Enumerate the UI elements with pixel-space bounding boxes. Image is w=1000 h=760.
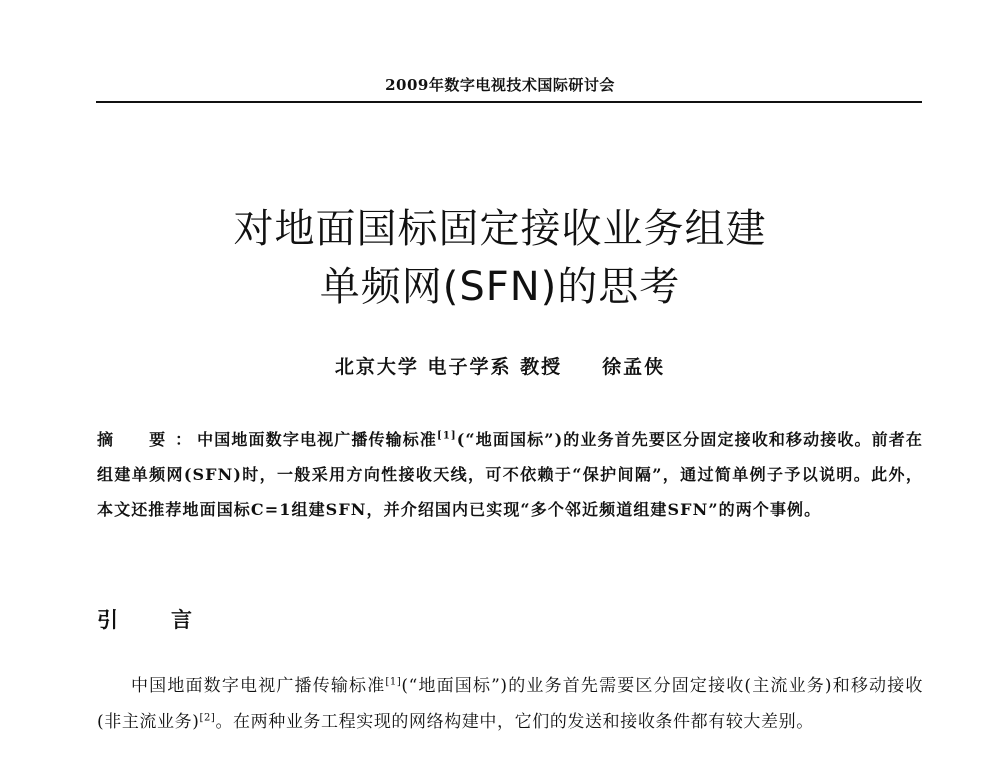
abstract-text-2: (“地面国标”)的业务首先要区分固定接收和移动接收。前者在组建单频网(SFN)时，一般采用方向性接收天线，可不依赖于“保护间隔”，通过简单例子予以说明。此外，本文还推荐地面国标C=1组建SFN，并介绍国内已实现“多个邻近频道组建SFN”的两个事例。 [97,430,923,519]
author-affiliation: 北京大学 电子学系 教授 [334,356,563,378]
body-text-3: 。在两种业务工程实现的网络构建中，它们的发送和接收条件都有较大差别。 [215,712,814,732]
body-citation-1: [1] [385,676,402,688]
author-line [0,352,1000,379]
abstract [97,422,923,527]
running-header: 2009年数字电视技术国际研讨会 [385,76,615,94]
body-text-1: 中国地面数字电视广播传输标准 [131,676,386,696]
body-text-2: (“地面国标”)的业务首先需要区分固定接收(主流业务)和移动接收(非主流业务) [97,676,923,732]
abstract-citation-1: [1] [437,430,457,442]
introduction-paragraph [97,668,923,740]
abstract-text-1: 中国地面数字电视广播传输标准 [197,430,437,449]
paper-title [0,200,1000,316]
title-line-1: 对地面国标固定接收业务组建 [233,206,767,252]
abstract-colon: ： [175,430,192,449]
body-citation-2: [2] [199,712,216,724]
author-name: 徐孟侠 [602,356,666,378]
title-line-2: 单频网(SFN)的思考 [319,264,681,310]
header-divider [96,101,922,103]
abstract-label: 摘 要 [97,430,176,449]
section-heading-introduction: 引 言 [97,608,208,632]
